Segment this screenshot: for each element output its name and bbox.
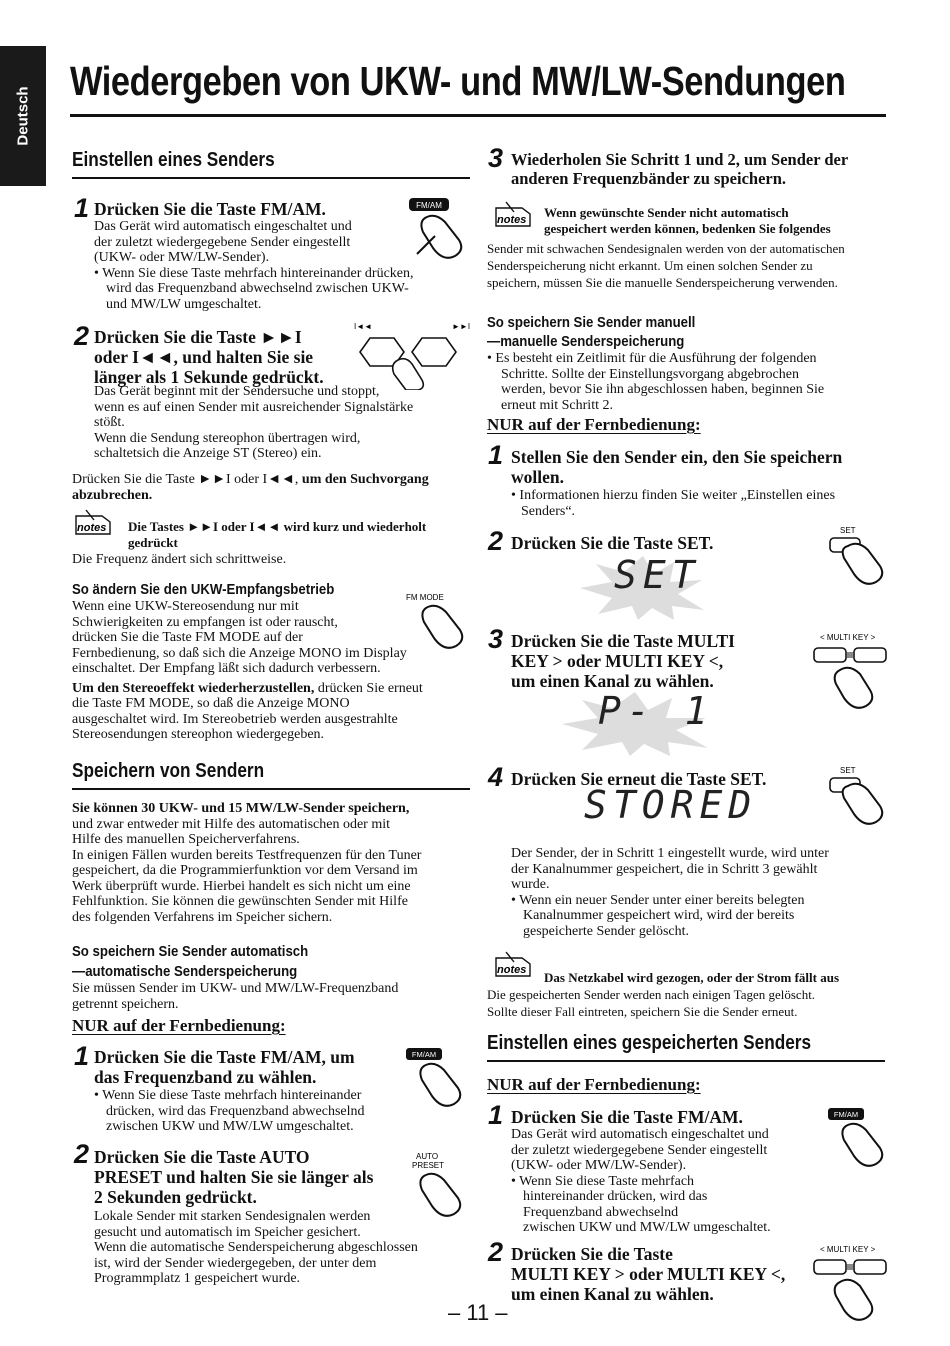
text-line: hintereinander drücken, wird das xyxy=(523,1189,708,1204)
bullet-line: • Es besteht ein Zeitlimit für die Ausführung der folgenden xyxy=(487,351,817,366)
text-line: Drücken Sie die Taste AUTO xyxy=(94,1147,310,1167)
button-caption: FM MODE xyxy=(406,593,444,602)
page-number: – 11 – xyxy=(448,1300,508,1325)
text-line: Drücken Sie die Taste MULTI xyxy=(511,631,735,651)
title-rule xyxy=(70,114,886,117)
stop-search-text xyxy=(72,472,429,503)
bullet-line: • Wenn Sie diese Taste mehrfach hintereinander xyxy=(94,1088,362,1103)
text-line: So speichern Sie Sender automatisch xyxy=(72,943,309,960)
text-line: So speichern Sie Sender manuell xyxy=(487,314,696,331)
fm-am-button-icon xyxy=(405,196,475,266)
button-caption: SET xyxy=(840,526,856,535)
step-title xyxy=(511,1244,785,1304)
text-line: Fernbedienung, so daß sich die Anzeige MONO im Display xyxy=(72,645,407,661)
fm-mode-button-icon xyxy=(404,590,470,654)
bullet-line: • Wenn Sie diese Taste mehrfach hintereinander drücken, xyxy=(94,265,414,281)
step-body xyxy=(94,384,413,462)
notes-icon xyxy=(492,950,534,980)
multi-key-button-icon xyxy=(810,630,890,718)
auto-preset-text xyxy=(72,981,398,1012)
text-line: länger als 1 Sekunde gedrückt. xyxy=(94,367,324,387)
text-line: Wiederholen Sie Schritt 1 und 2, um Sender der xyxy=(511,150,849,169)
step-number: 1 xyxy=(74,1041,90,1071)
step-title: Drücken Sie die Taste SET. xyxy=(511,533,714,553)
display-set: SET xyxy=(614,553,701,597)
section-rule xyxy=(72,788,470,790)
text-line: Wenn die Sendung stereophon übertragen wird, xyxy=(94,430,361,446)
text-line: Stereosendungen stereophon wiedergegeben. xyxy=(72,727,325,742)
text-line: wird das Frequenzband abwechselnd zwischen UKW- xyxy=(106,281,409,296)
bold-text: um den Suchvorgang xyxy=(301,472,429,487)
text-line: Das Gerät beginnt mit der Sendersuche und stoppt, xyxy=(94,384,380,399)
text-line: Das Gerät wird automatisch eingeschaltet und xyxy=(94,219,352,234)
button-caption: < MULTI KEY > xyxy=(820,633,876,642)
step-title: Drücken Sie die Taste FM/AM. xyxy=(94,199,326,219)
fm-mode-text xyxy=(72,599,423,743)
step-title xyxy=(94,1047,355,1087)
button-caption: FM/AM xyxy=(416,201,442,210)
section-heading-recall: Einstellen eines gespeicherten Senders xyxy=(487,1032,812,1054)
text-line: drücken, wird das Frequenzband abwechselnd xyxy=(106,1103,365,1119)
text-line: anderen Frequenzbänder zu speichern. xyxy=(511,169,787,188)
button-caption: FM/AM xyxy=(411,1050,437,1059)
text-line: Schritte. Sollte der Einstellungsvorgang abgebrochen xyxy=(501,366,799,382)
text-line: erneut mit Schritt 2. xyxy=(501,397,613,413)
language-label: Deutsch xyxy=(14,86,32,146)
text-line: Fehlfunktion. Sie können die gewünschten Sender mit Hilfe xyxy=(72,894,408,909)
text-line: Der Sender, der in Schritt 1 eingestellt wurde, wird unter xyxy=(511,846,829,861)
text-line: oder I◄◄, und halten Sie sie xyxy=(94,347,314,367)
bullet-line: • Informationen hierzu finden Sie weiter „Einstellen eines xyxy=(511,488,836,503)
bullet-line: • Wenn Sie diese Taste mehrfach xyxy=(511,1173,695,1189)
text-line: der Kanalnummer gespeichert, die in Schritt 3 gewählt xyxy=(511,861,818,877)
text-line: wurde. xyxy=(511,877,550,892)
note-body: Die Frequenz ändert sich schrittweise. xyxy=(72,552,287,567)
display-stored: STORED xyxy=(584,783,758,827)
text-line: wenn es auf einen Sender mit ausreichender Signalstärke xyxy=(94,399,414,415)
auto-preset-button-icon xyxy=(406,1150,470,1222)
text-line: schaltetsich die Anzeige ST (Stereo) ein. xyxy=(94,446,322,461)
bullet-line: • Wenn ein neuer Sender unter einer bereits belegten xyxy=(511,892,805,908)
button-caption: < MULTI KEY > xyxy=(820,1245,876,1254)
remote-only-label: NUR auf der Fernbedienung: xyxy=(487,415,701,434)
text-line: die Taste FM MODE, so daß die Anzeige MONO xyxy=(72,696,350,711)
button-caption: FM/AM xyxy=(833,1110,859,1119)
multi-key-button-icon xyxy=(810,1242,890,1330)
note-title xyxy=(544,205,831,236)
text-line: zwischen UKW und MW/LW umgeschaltet. xyxy=(523,1220,771,1235)
set-button-icon xyxy=(824,524,888,588)
text-line: —manuelle Senderspeicherung xyxy=(487,333,685,350)
step-body xyxy=(94,1088,365,1135)
text-line: drücken Sie die Taste FM MODE auf der xyxy=(72,630,303,645)
set-button-icon xyxy=(824,764,888,828)
notes-caption: notes xyxy=(497,964,527,976)
text-span: drücken Sie erneut xyxy=(314,680,423,696)
subheading-fm-mode: So ändern Sie den UKW-Empfangsbetrieb xyxy=(72,581,335,598)
section-heading-tuning: Einstellen eines Senders xyxy=(72,149,275,171)
section-rule xyxy=(72,177,470,179)
text-line: Werk überprüft wurde. Hierbei handelt es sich nicht um eine xyxy=(72,878,411,894)
text-line: Programmplatz 1 gespeichert wurde. xyxy=(94,1271,301,1286)
button-caption: ►►I xyxy=(452,322,470,331)
note-body xyxy=(487,986,815,1020)
remote-only-label: NUR auf der Fernbedienung: xyxy=(487,1075,701,1094)
text-line: das Frequenzband zu wählen. xyxy=(94,1067,317,1087)
fm-am-button-icon xyxy=(404,1046,470,1110)
text-line: KEY > oder MULTI KEY <, xyxy=(511,651,724,671)
subheading-manual-preset xyxy=(487,313,695,351)
text-line: Die Tastes ►►I oder I◄◄ wird kurz und wiederholt xyxy=(128,519,427,534)
display-preset-number: P- 1 xyxy=(598,689,714,733)
text-line: gedrückt xyxy=(128,534,178,550)
step-number: 2 xyxy=(74,321,90,351)
text-line: um einen Kanal zu wählen. xyxy=(511,1284,714,1304)
step-title xyxy=(511,631,735,691)
text-line: und MW/LW umgeschaltet. xyxy=(106,296,262,312)
text-line: gespeichert, da die Programmierfunktion vor dem Versand im xyxy=(72,863,418,878)
manual-preset-text xyxy=(487,351,824,413)
notes-icon xyxy=(492,200,534,230)
text-line: einschaltet. Der Empfang läßt sich dadurch verbessern. xyxy=(72,661,381,676)
text-line: Drücken Sie die Taste ►►I xyxy=(94,327,302,347)
text-line: Sender mit schwachen Sendesignalen werden von der automatischen xyxy=(487,241,845,256)
button-caption: SET xyxy=(840,766,856,775)
step-number: 2 xyxy=(488,526,504,556)
text-line: Wenn die automatische Senderspeicherung abgeschlossen xyxy=(94,1240,418,1255)
step-body xyxy=(511,846,829,939)
button-caption: PRESET xyxy=(412,1161,445,1170)
step-body xyxy=(511,1127,771,1236)
fm-am-button-icon xyxy=(826,1106,890,1170)
bold-text: Sie können 30 UKW- und 15 MW/LW-Sender speichern, xyxy=(72,801,410,816)
step-title: Drücken Sie erneut die Taste SET. xyxy=(511,769,767,789)
text-line: Frequenzband abwechselnd xyxy=(523,1204,679,1220)
step-number: 3 xyxy=(488,143,504,173)
notes-caption: notes xyxy=(497,214,527,226)
step-number: 2 xyxy=(488,1237,504,1267)
text-line: Senders“. xyxy=(521,503,576,519)
text-line: Wenn eine UKW-Stereosendung nur mit xyxy=(72,599,299,614)
text-line: der zuletzt wiedergegebene Sender eingestellt xyxy=(511,1142,768,1158)
step-title xyxy=(511,447,842,487)
step-number: 4 xyxy=(488,762,504,792)
text-line: gesucht und automatisch im Speicher gesichert. xyxy=(94,1224,361,1240)
step-number: 1 xyxy=(488,440,504,470)
text-line: In einigen Fällen wurden bereits Testfrequenzen für den Tuner xyxy=(72,847,422,863)
button-caption: I◄◄ xyxy=(354,322,373,331)
step-title xyxy=(94,1147,373,1207)
text-line: —automatische Senderspeicherung xyxy=(72,963,298,980)
button-caption: AUTO xyxy=(416,1152,439,1161)
text-line: und zwar entweder mit Hilfe des automatischen oder mit xyxy=(72,816,391,832)
text-line: Sollte dieser Fall eintreten, speichern Sie die Sender erneut. xyxy=(487,1004,798,1019)
text-line: der zuletzt wiedergegebene Sender eingestellt xyxy=(94,234,351,250)
text-line: Lokale Sender mit starken Sendesignalen werden xyxy=(94,1209,371,1224)
note-title xyxy=(128,519,426,550)
text-line: Wenn gewünschte Sender nicht automatisch xyxy=(544,205,789,220)
text-line: des folgenden Verfahrens im Speicher sichern. xyxy=(72,909,333,925)
language-tab xyxy=(0,46,46,186)
subheading-auto-preset xyxy=(72,942,308,982)
step-title xyxy=(511,150,848,188)
text-line: gespeicherte Sender gelöscht. xyxy=(523,923,689,939)
text-line: stößt. xyxy=(94,415,125,430)
skip-buttons-icon xyxy=(348,318,470,390)
step-body xyxy=(94,1209,418,1287)
text-line: 2 Sekunden gedrückt. xyxy=(94,1187,257,1207)
section-heading-presets: Speichern von Sendern xyxy=(72,760,265,782)
text-line: Kanalnummer gespeichert wird, wird der bereits xyxy=(523,908,795,923)
note-title: Das Netzkabel wird gezogen, oder der Strom fällt aus xyxy=(544,970,840,985)
text-line: PRESET und halten Sie sie länger als xyxy=(94,1167,374,1187)
step-number: 2 xyxy=(74,1139,90,1169)
step-body xyxy=(94,219,414,312)
text-line: Senderspeicherung nicht erkannt. Um einen solchen Sender zu xyxy=(487,258,813,273)
text-line: Sie müssen Sender im UKW- und MW/LW-Frequenzband xyxy=(72,981,399,996)
text-line: Schwierigkeiten zu empfangen ist oder rauscht, xyxy=(72,614,338,630)
text-line: Drücken Sie die Taste xyxy=(511,1244,673,1264)
text-line: Die gespeicherten Sender werden nach einigen Tagen gelöscht. xyxy=(487,987,816,1002)
text-line: zwischen UKW und MW/LW umgeschaltet. xyxy=(106,1119,354,1134)
text-line: Hilfe des manuellen Speicherverfahrens. xyxy=(72,832,300,847)
notes-icon xyxy=(72,508,114,538)
note-body xyxy=(487,240,845,291)
notes-caption: notes xyxy=(77,522,107,534)
text-line: Drücken Sie die Taste FM/AM, um xyxy=(94,1047,355,1067)
page-title: Wiedergeben von UKW- und MW/LW-Sendungen xyxy=(70,58,846,104)
text-line: Das Gerät wird automatisch eingeschaltet und xyxy=(511,1127,769,1142)
step-title: Drücken Sie die Taste FM/AM. xyxy=(511,1107,743,1127)
text-line: (UKW- oder MW/LW-Sender). xyxy=(511,1158,687,1173)
step-body xyxy=(511,488,835,519)
bold-text: abzubrechen. xyxy=(72,487,153,503)
text-line: gespeichert werden können, bedenken Sie folgendes xyxy=(544,220,831,236)
text-line: Stellen Sie den Sender ein, den Sie speichern xyxy=(511,447,843,467)
text-line: MULTI KEY > oder MULTI KEY <, xyxy=(511,1264,786,1284)
text-line: um einen Kanal zu wählen. xyxy=(511,671,714,691)
section-rule xyxy=(487,1060,885,1062)
presets-intro xyxy=(72,801,421,925)
step-number: 3 xyxy=(488,624,504,654)
text-line: getrennt speichern. xyxy=(72,996,179,1012)
text-span: Drücken Sie die Taste ►►I oder I◄◄, xyxy=(72,472,302,487)
bold-text: Um den Stereoeffekt wiederherzustellen, xyxy=(72,680,315,696)
text-line: (UKW- oder MW/LW-Sender). xyxy=(94,250,270,265)
text-line: speichern, müssen Sie die manuelle Senderspeicherung verwenden. xyxy=(487,275,838,290)
step-title xyxy=(94,327,324,387)
step-number: 1 xyxy=(74,193,90,223)
remote-only-label: NUR auf der Fernbedienung: xyxy=(72,1016,286,1035)
text-line: ausgeschaltet wird. Im Stereobetrieb werden ausgestrahlte xyxy=(72,711,398,727)
text-line: werden, bevor Sie ihn abgeschlossen haben, beginnen Sie xyxy=(501,382,825,397)
text-line: ist, wird der Sender wiedergegeben, der unter dem xyxy=(94,1255,377,1271)
text-line: wollen. xyxy=(511,467,564,487)
step-number: 1 xyxy=(488,1100,504,1130)
